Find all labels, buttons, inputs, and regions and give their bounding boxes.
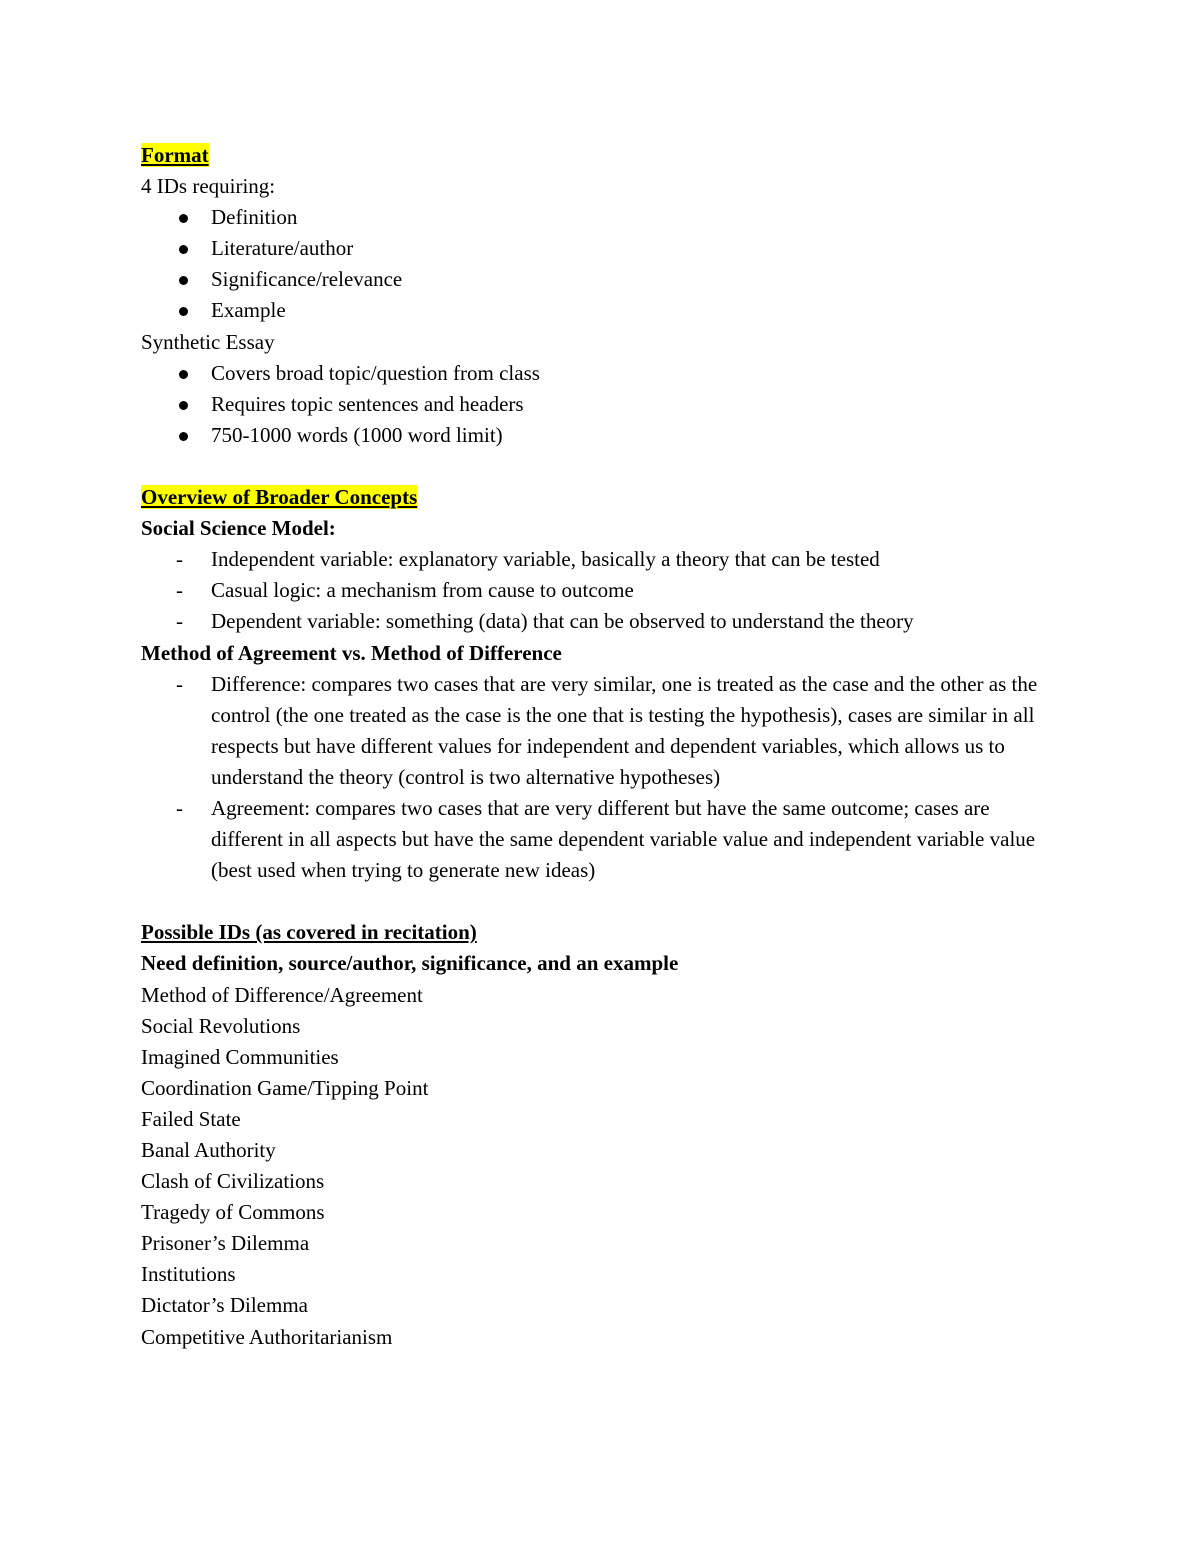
model-label: Social Science Model: (141, 516, 336, 541)
list-item-text: Definition (211, 205, 298, 230)
list-item: Imagined Communities (141, 1044, 339, 1069)
list-item: Dictator’s Dilemma (141, 1293, 308, 1318)
document-page (141, 140, 1061, 1353)
list-item-text: Agreement: compares two cases that are very different but have the same outcome; cases are different in all aspects but have the same dependent variable value and independent variable value (best used when trying to generate new ideas) (211, 795, 1036, 883)
overview-heading (141, 482, 1061, 513)
list-item-text: 750-1000 words (1000 word limit) (211, 422, 503, 447)
list-item: Clash of Civilizations (141, 1169, 325, 1194)
list-item (141, 389, 1061, 420)
list-item: Banal Authority (141, 1138, 276, 1162)
id-requirements-list (141, 202, 1061, 326)
list-item: Method of Difference/Agreement (141, 982, 423, 1007)
format-intro: 4 IDs requiring: (141, 174, 276, 199)
spacer (141, 451, 1061, 482)
dash-marker: - (176, 795, 183, 820)
list-item: Failed State (141, 1106, 241, 1131)
list-item (141, 544, 1061, 575)
list-item-text: Covers broad topic/question from class (211, 360, 540, 385)
list-item (141, 233, 1061, 264)
possible-ids-list (141, 980, 1061, 1353)
list-item: Social Revolutions (141, 1013, 301, 1038)
list-item-text: Requires topic sentences and headers (211, 391, 524, 416)
list-item (141, 202, 1061, 233)
list-item: Institutions (141, 1262, 236, 1287)
bullet-icon (179, 370, 188, 379)
overview-heading-text: Overview of Broader Concepts (141, 485, 418, 510)
format-heading (141, 140, 1061, 171)
list-item (141, 793, 1061, 886)
list-item (141, 420, 1061, 451)
spacer (141, 886, 1061, 917)
method-label: Method of Agreement vs. Method of Difference (141, 640, 562, 665)
essay-requirements-list (141, 358, 1061, 451)
dash-marker: - (176, 609, 183, 634)
dash-marker: - (176, 578, 183, 603)
bullet-icon (179, 432, 188, 441)
list-item: Tragedy of Commons (141, 1200, 325, 1225)
list-item-text: Significance/relevance (211, 267, 403, 292)
list-item-text: Literature/author (211, 236, 354, 261)
list-item-text: Casual logic: a mechanism from cause to outcome (211, 578, 634, 603)
bullet-icon (179, 401, 188, 410)
list-item: Prisoner’s Dilemma (141, 1231, 310, 1256)
format-heading-text: Format (141, 143, 209, 167)
list-item (141, 606, 1061, 637)
essay-label: Synthetic Essay (141, 329, 275, 354)
list-item (141, 358, 1061, 389)
list-item: Coordination Game/Tipping Point (141, 1075, 429, 1100)
dash-marker: - (176, 547, 183, 572)
list-item (141, 295, 1061, 326)
bullet-icon (179, 214, 188, 223)
list-item (141, 575, 1061, 606)
list-item: Competitive Authoritarianism (141, 1324, 393, 1349)
list-item-text: Example (211, 298, 286, 323)
bullet-icon (179, 245, 188, 254)
dash-marker: - (176, 671, 183, 696)
list-item (141, 264, 1061, 295)
list-item-text: Independent variable: explanatory variable, basically a theory that can be tested (211, 547, 880, 572)
list-item-text: Difference: compares two cases that are very similar, one is treated as the case and the other as the control (the one treated as the case is the one that is testing the hypothesis), cases are similar in all respects but have different values for independent and dependent variables, which allows us to understand the theory (control is two alternative hypotheses) (211, 671, 1038, 789)
list-item (141, 669, 1061, 793)
possible-ids-requirement: Need definition, source/author, significance, and an example (141, 951, 679, 976)
method-list (141, 669, 1061, 887)
list-item-text: Dependent variable: something (data) that can be observed to understand the theory (211, 609, 914, 634)
bullet-icon (179, 276, 188, 285)
possible-ids-heading: Possible IDs (as covered in recitation) (141, 920, 477, 945)
bullet-icon (179, 307, 188, 316)
model-list (141, 544, 1061, 637)
